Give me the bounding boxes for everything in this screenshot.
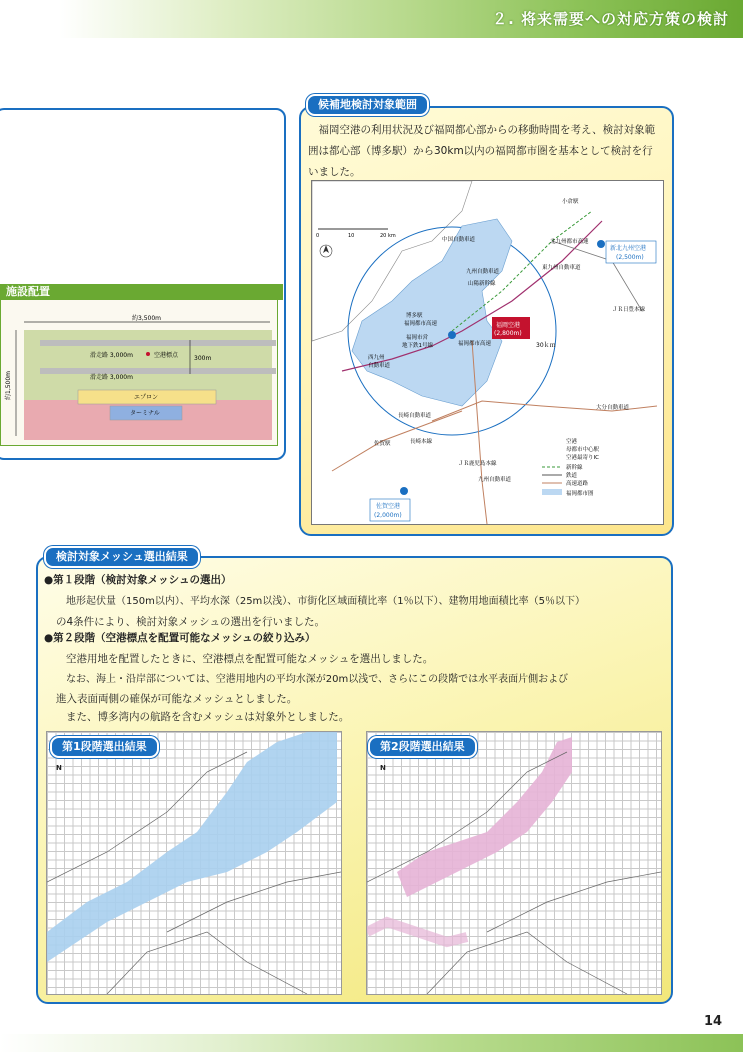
stage1-north-icon: N [56, 764, 62, 772]
saga-st-label: 佐賀駅 [374, 441, 391, 447]
facility-layout-title: 施設配置 [0, 284, 283, 300]
saga-airport-icon [400, 487, 408, 495]
kyushu-exp-label: 九州自動車道 [466, 269, 500, 275]
legend-station: 母都市中心駅 [566, 447, 600, 453]
stage2-selected-mesh [397, 737, 572, 897]
runway-marker-label: 空港標点 [154, 352, 179, 359]
stage2-coastal-mesh [367, 922, 467, 942]
fukuoka-urban-exp2-label: 福岡都市高速 [458, 341, 492, 347]
candidate-area-text: 福岡空港の利用状況及び福岡都心部からの移動時間を考え、検討対象範囲は都心部（博多駅）から30km以内の福岡都市圏を基本として検討を行いました。 [308, 124, 656, 178]
saga-airport-length: (2,000m) [374, 512, 402, 519]
oita-exp-label: 大分自動車道 [596, 405, 630, 411]
legend-shinkansen: 新幹線 [566, 465, 583, 471]
subway2-label: 地下鉄1号線 [402, 343, 433, 349]
jr-kagoshima-label: ＪＲ鹿児島本線 [458, 461, 497, 467]
nishikyushu2-label: 自動車道 [368, 363, 391, 369]
stage2-text1: 空港用地を配置したときに、空港標点を配置可能なメッシュを選出しました。 [66, 653, 434, 665]
page-number: 14 [704, 1014, 723, 1029]
candidate-map-svg [312, 181, 663, 524]
nagasaki-expressway [332, 411, 462, 471]
runway1-label: 滑走路 3,000m [90, 352, 133, 359]
width-label: 約3,500m [132, 315, 162, 322]
nishikyushu-label: 西九州 [368, 355, 385, 361]
hakata-st-label: 博多駅 [406, 313, 423, 319]
sanyo-shinkansen-label: 山陽新幹線 [468, 281, 496, 287]
terminal-label: ターミナル [130, 410, 160, 417]
radius-label: 30ｋｍ [536, 342, 556, 349]
legend-highway: 高速道路 [566, 481, 589, 487]
result2-title: 第2段階選出結果 [368, 736, 477, 758]
facility-layout-diagram [0, 300, 276, 444]
stage1-map-svg [47, 732, 341, 994]
mesh-selection-title: 検討対象メッシュ選出結果 [44, 546, 200, 568]
kyushu-exp2-label: 九州自動車道 [478, 477, 512, 483]
stage2-heading: ●第２段階（空港標点を配置可能なメッシュの絞り込み） [44, 632, 316, 644]
jr-nippo-label: ＪＲ日豊本線 [612, 307, 646, 313]
stage2-north-icon: N [380, 764, 386, 772]
scale-0: 0 [316, 233, 320, 239]
saga-airport-label: 佐賀空港 [376, 503, 401, 510]
legend-urban-swatch [542, 489, 562, 495]
higashikyushu-exp-label: 東九州自動車道 [542, 265, 581, 271]
runway-1 [40, 340, 276, 346]
candidate-map [311, 180, 664, 525]
legend-urban: 福岡都市圏 [566, 491, 594, 497]
stage1-text2: の4条件により、検討対象メッシュの選出を行いました。 [56, 616, 325, 628]
oita-expressway [432, 401, 657, 421]
subway-label: 福岡市営 [406, 335, 429, 341]
scale-10: 10 [348, 233, 355, 239]
airport-icon [448, 331, 456, 339]
stage2-text3: 進入表面両側の確保が可能なメッシュとしました。 [56, 693, 298, 705]
chugoku-exp-label: 中国自動車道 [442, 237, 476, 243]
nagasaki-line-label: 長崎本線 [410, 439, 433, 445]
stage2-map-svg [367, 732, 661, 994]
runway-2 [40, 368, 276, 374]
runway-marker-dot [146, 352, 150, 356]
stage1-result-map [46, 731, 342, 995]
footer-band [0, 1034, 743, 1052]
legend-rail: 鉄道 [566, 473, 578, 479]
fukuoka-urban-exp-label: 福岡都市高速 [404, 321, 438, 327]
kokura-label: 小倉駅 [562, 199, 579, 205]
fukuoka-airport-length: (2,800m) [494, 330, 522, 337]
stage1-text1: 地形起伏量（150m以内）、平均水深（25m以浅）、市街化区域面積比率（1％以下）、建物用地面積比率（5％以下） [66, 596, 586, 607]
nagasaki-exp-label: 長崎自動車道 [398, 413, 432, 419]
kitakyushu-airport-label: 新北九州空港 [610, 245, 647, 252]
result1-title: 第1段階選出結果 [50, 736, 159, 758]
scale-20: 20 km [380, 233, 396, 239]
stage2-result-map [366, 731, 662, 995]
candidate-area-title: 候補地検討対象範囲 [306, 94, 429, 116]
stage1-heading: ●第１段階（検討対象メッシュの選出） [44, 574, 232, 586]
stage2-text4: また、博多湾内の航路を含むメッシュは対象外としました。 [66, 711, 350, 723]
stage1-selected-mesh [47, 732, 337, 962]
section-title: ２. 将来需要への対応方策の検討 [492, 10, 729, 28]
kitakyushu-exp-label: 北九州都市高速 [550, 239, 589, 245]
height-label: 約1,500m [5, 370, 12, 400]
apron-label: エプロン [134, 394, 159, 401]
kitakyushu-airport-length: (2,500m) [616, 254, 644, 261]
legend-ic: 空港最寄りIC [566, 455, 599, 461]
fukuoka-airport-label: 福岡空港 [496, 322, 521, 329]
stage2-text2: なお、海上・沿岸部については、空港用地内の平均水深が20m以浅で、さらにこの段階では水平表面片側および [66, 674, 569, 685]
spacing-label: 300m [194, 355, 212, 362]
kitakyushu-airport-icon [597, 240, 605, 248]
legend-airport: 空港 [566, 439, 578, 445]
runway2-label: 滑走路 3,000m [90, 374, 133, 381]
